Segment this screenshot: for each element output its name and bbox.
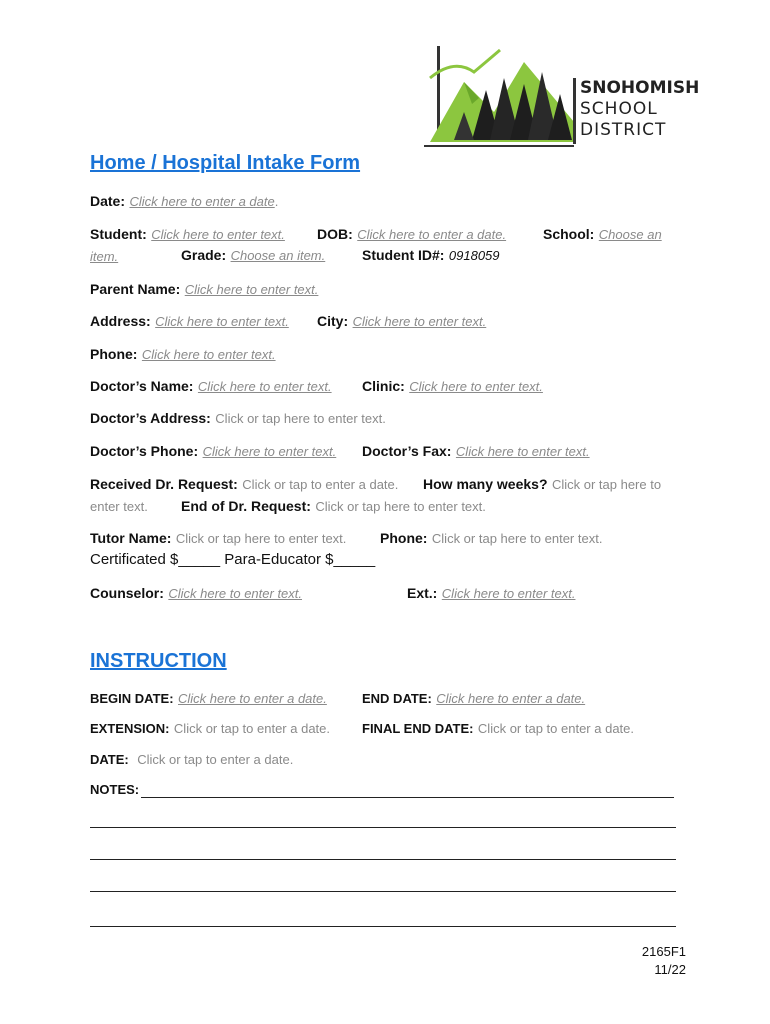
instruction-date-group (90, 751, 293, 769)
form-code: 2165F1 (641, 944, 686, 959)
school-dropdown-continued[interactable]: item. (90, 249, 119, 264)
extension-field[interactable]: Click or tap to enter a date. (173, 721, 331, 736)
parent-group (90, 281, 318, 299)
ext-field[interactable]: Click here to enter text. (441, 586, 576, 601)
weeks-field[interactable]: Click or tap here to (551, 477, 662, 492)
city-label: City: (317, 313, 349, 329)
doctor-fax-label: Doctor’s Fax: (362, 443, 452, 459)
district-name (580, 78, 699, 141)
extension-label: EXTENSION: (90, 721, 170, 736)
received-field[interactable]: Click or tap to enter a date. (242, 477, 399, 492)
notes-line-4[interactable] (90, 891, 676, 892)
date-field[interactable]: Click here to enter a date (129, 194, 275, 209)
notes-line-3[interactable] (90, 859, 676, 860)
student-id-field[interactable]: 0918059 (448, 248, 500, 263)
form-title: Home / Hospital Intake Form (90, 152, 361, 174)
district-logo (424, 42, 700, 152)
doctor-fax-group (362, 443, 590, 461)
counselor-group (90, 585, 302, 603)
doctor-fax-field[interactable]: Click here to enter text. (455, 444, 590, 459)
begin-date-group (90, 690, 327, 708)
doctor-name-field[interactable]: Click here to enter text. (197, 379, 332, 394)
address-group (90, 313, 289, 331)
doctor-name-label: Doctor’s Name: (90, 378, 194, 394)
counselor-label: Counselor: (90, 585, 164, 601)
end-request-group (181, 498, 486, 516)
phone-group (90, 346, 276, 364)
begin-date-label: BEGIN DATE: (90, 691, 174, 706)
tutor-phone-group (380, 530, 602, 548)
student-label: Student: (90, 226, 147, 242)
received-group (90, 476, 398, 494)
final-end-date-group (362, 720, 634, 738)
logo-line-1: SNOHOMISH (580, 78, 700, 98)
instruction-date-field[interactable]: Click or tap to enter a date. (137, 752, 294, 767)
school-dropdown[interactable]: Choose an (598, 227, 662, 242)
received-label: Received Dr. Request: (90, 476, 238, 492)
clinic-field[interactable]: Click here to enter text. (409, 379, 543, 394)
grade-label: Grade: (181, 247, 227, 263)
end-date-field[interactable]: Click here to enter a date. (436, 691, 586, 706)
weeks-group (423, 476, 661, 494)
notes-line-5[interactable] (90, 926, 676, 927)
notes-label: NOTES: (90, 782, 140, 797)
form-revision: 11/22 (654, 962, 686, 977)
student-field[interactable]: Click here to enter text. (151, 227, 285, 242)
begin-date-field[interactable]: Click here to enter a date. (178, 691, 327, 706)
certificated-line: Certificated $_____ Para-Educator $_____ (90, 551, 376, 568)
dob-group (317, 226, 506, 244)
end-date-label: END DATE: (362, 691, 432, 706)
final-end-date-label: FINAL END DATE: (362, 721, 474, 736)
instruction-date-label: DATE: (90, 752, 129, 767)
logo-line-2: SCHOOL (580, 99, 658, 119)
date-label: Date: (90, 193, 126, 209)
parent-label: Parent Name: (90, 281, 181, 297)
clinic-label: Clinic: (362, 378, 405, 394)
dob-field[interactable]: Click here to enter a date. (357, 227, 507, 242)
tutor-phone-label: Phone: (380, 530, 428, 546)
clinic-group (362, 378, 543, 396)
phone-label: Phone: (90, 346, 138, 362)
doctor-phone-group (90, 443, 336, 461)
logo-line-3: DISTRICT (580, 120, 667, 140)
grade-dropdown[interactable]: Choose an item. (230, 248, 326, 263)
ext-group (407, 585, 575, 603)
counselor-field[interactable]: Click here to enter text. (168, 586, 303, 601)
doctor-phone-label: Doctor’s Phone: (90, 443, 199, 459)
mountain-trees-icon (424, 42, 574, 150)
tutor-phone-field[interactable]: Click or tap here to enter text. (431, 531, 603, 546)
tutor-field[interactable]: Click or tap here to enter text. (175, 531, 347, 546)
weeks-label: How many weeks? (423, 476, 548, 492)
tutor-group (90, 530, 346, 548)
student-id-label: Student ID#: (362, 247, 445, 263)
parent-field[interactable]: Click here to enter text. (184, 282, 319, 297)
address-label: Address: (90, 313, 151, 329)
ext-label: Ext.: (407, 585, 438, 601)
address-field[interactable]: Click here to enter text. (155, 314, 289, 329)
city-group (317, 313, 486, 331)
grade-group (181, 247, 325, 265)
end-request-label: End of Dr. Request: (181, 498, 311, 514)
notes-line-2[interactable] (90, 827, 676, 828)
city-field[interactable]: Click here to enter text. (352, 314, 487, 329)
student-group (90, 226, 285, 244)
weeks-field-continued[interactable]: enter text. (90, 499, 148, 514)
phone-field[interactable]: Click here to enter text. (141, 347, 276, 362)
notes-line-1[interactable] (141, 797, 674, 798)
student-id-group (362, 247, 500, 265)
dob-label: DOB: (317, 226, 353, 242)
extension-group (90, 720, 330, 738)
final-end-date-field[interactable]: Click or tap to enter a date. (477, 721, 635, 736)
doctor-address-field[interactable]: Click or tap here to enter text. (215, 411, 386, 426)
doctor-address-group (90, 410, 386, 428)
end-date-group (362, 690, 585, 708)
instruction-title: INSTRUCTION (90, 650, 227, 672)
end-request-field[interactable]: Click or tap here to enter text. (315, 499, 486, 514)
date-row (90, 193, 278, 211)
date-period: . (274, 194, 279, 209)
tutor-label: Tutor Name: (90, 530, 172, 546)
school-group (543, 226, 662, 244)
doctor-address-label: Doctor’s Address: (90, 410, 211, 426)
school-label: School: (543, 226, 595, 242)
doctor-name-group (90, 378, 332, 396)
doctor-phone-field[interactable]: Click here to enter text. (202, 444, 337, 459)
